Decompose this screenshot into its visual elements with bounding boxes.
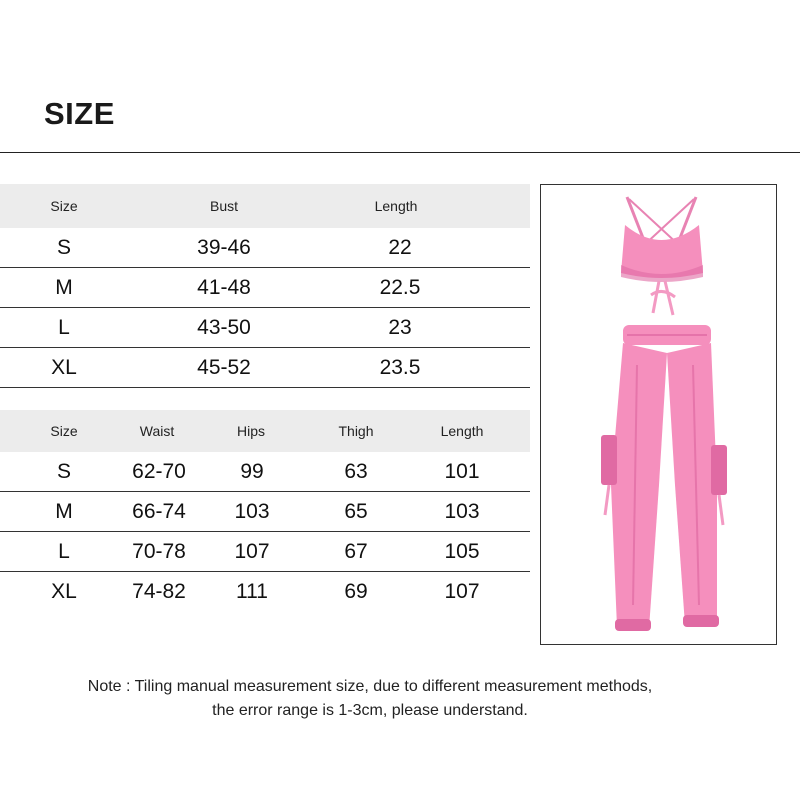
product-photo — [540, 184, 777, 645]
cell-bust: 41-48 — [197, 275, 251, 299]
crop-top — [621, 197, 703, 315]
cell-length: 23.5 — [379, 355, 421, 379]
table-row — [0, 452, 530, 492]
cell-length: 23 — [388, 315, 412, 339]
table-row — [0, 572, 530, 611]
cell-waist: 66-74 — [132, 499, 186, 523]
cell-waist: 62-70 — [132, 459, 186, 483]
cell-size: M — [55, 499, 73, 523]
cell-length: 103 — [444, 499, 480, 523]
cell-bust: 43-50 — [197, 315, 251, 339]
top-size-table — [0, 184, 530, 388]
header-bust: Bust — [209, 198, 239, 214]
cell-size: L — [58, 315, 70, 339]
cell-thigh: 69 — [344, 579, 368, 603]
cell-hips: 103 — [234, 499, 270, 523]
table-row — [0, 348, 530, 388]
cell-hips: 107 — [234, 539, 270, 563]
title-divider — [0, 152, 800, 153]
cell-length: 22.5 — [379, 275, 421, 299]
cell-thigh: 63 — [344, 459, 368, 483]
table-row — [0, 308, 530, 348]
header-length: Length — [440, 423, 484, 439]
table-row — [0, 532, 530, 572]
header-waist: Waist — [139, 423, 175, 439]
header-hips: Hips — [236, 423, 266, 439]
cell-size: S — [56, 235, 72, 259]
note-line-2: the error range is 1-3cm, please understand. — [212, 702, 528, 719]
table-row — [0, 228, 530, 268]
cell-thigh: 67 — [344, 539, 368, 563]
table-row — [0, 268, 530, 308]
cell-size: S — [56, 459, 72, 483]
top-table-header — [0, 184, 530, 228]
cell-waist: 74-82 — [132, 579, 186, 603]
page-title: SIZE — [44, 96, 115, 131]
cell-size: XL — [51, 355, 77, 379]
header-size: Size — [50, 423, 78, 439]
bottom-table-header — [0, 410, 530, 452]
table-row — [0, 492, 530, 532]
cell-hips: 99 — [240, 459, 264, 483]
cell-size: XL — [51, 579, 77, 603]
cell-bust: 39-46 — [197, 235, 251, 259]
cell-length: 105 — [444, 539, 480, 563]
bottom-size-table — [0, 410, 530, 611]
cell-bust: 45-52 — [197, 355, 251, 379]
header-thigh: Thigh — [338, 423, 374, 439]
cell-thigh: 65 — [344, 499, 368, 523]
note-line-1: Note : Tiling manual measurement size, due to different measurement methods, — [87, 678, 653, 695]
cell-length: 107 — [444, 579, 480, 603]
header-length: Length — [374, 198, 418, 214]
header-size: Size — [50, 198, 78, 214]
cell-length: 22 — [388, 235, 412, 259]
cell-size: L — [58, 539, 70, 563]
cargo-pants — [601, 325, 727, 631]
cell-hips: 111 — [236, 579, 268, 603]
cell-size: M — [55, 275, 73, 299]
garment-illustration — [541, 185, 776, 644]
cell-waist: 70-78 — [132, 539, 186, 563]
cell-length: 101 — [444, 459, 480, 483]
